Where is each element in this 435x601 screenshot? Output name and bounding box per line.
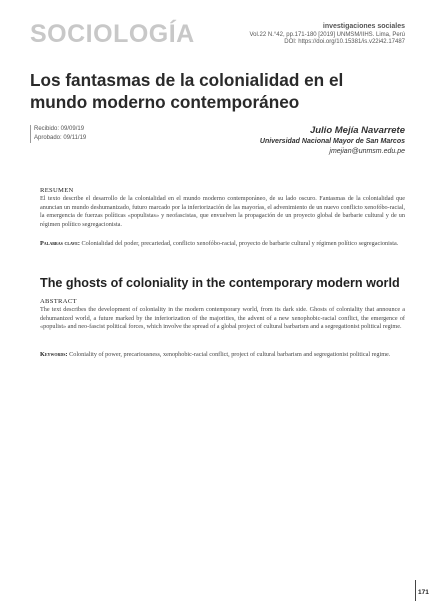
page-number: 171 (418, 589, 429, 596)
received-date: Recibido: 09/09/19 (34, 126, 85, 132)
resumen-text: El texto describe el desarrollo de la colonialidad en el mundo moderno contemporáneo, de su lado oscuro. Fantasmas de la colonialidad que anuncian un mundo deshumanizado, futuro marcado por la inferiorización de las mayorías, el advenimiento de un nuevo conflicto xenofóbo-racial, la emergencia de fuerzas políticas «populistas» y neofascistas, que envuelven la propagación de un proyecto global de barbarie cultural y de un régimen político segregacionista. (40, 195, 405, 228)
approved-date: Aprobado: 09/11/19 (34, 135, 87, 141)
article-title: Los fantasmas de la colonialidad en el mundo moderno contemporáneo (30, 70, 344, 112)
citation-line: Vol.22 N.°42, pp.171-180 [2019] UNMSM/IIHS. Lima, Perú (249, 31, 405, 38)
author-affiliation: Universidad Nacional Mayor de San Marcos (259, 138, 405, 145)
abstract-heading: ABSTRACT (40, 298, 77, 305)
keywords (40, 351, 405, 360)
palabras-clave-text: Colonialidad del poder, precariedad, conflicto xenofóbo-racial, proyecto de barbarie cultural y régimen político segregacionista. (81, 240, 399, 247)
journal-section-mark: SOCIOLOGÍA (30, 20, 195, 48)
journal-name: investigaciones sociales (322, 23, 405, 30)
page-number-rule (415, 580, 416, 601)
abstract-text: The text describes the development of coloniality in the modern contemporary world, from its dark side. Ghosts of coloniality that announce a dehumanized world, a future marked by the inferiorization of the majorities, the advent of a new xenophobic-racial conflict, the emergence of «populist» and neo-fascist political forces, which involve the spread of a global project of cultural barbarism and a segregationist political regime. (40, 306, 405, 331)
keywords-text: Coloniality of power, precariousness, xenophobic-racial conflict, project of cultural barbarism and segregationist political regime. (69, 351, 391, 358)
author-block (260, 125, 405, 157)
article-dates (30, 125, 86, 143)
palabras-clave (40, 240, 405, 249)
doi-link[interactable]: DOI: https://doi.org/10.15381/is.v22i42.17487 (284, 39, 405, 46)
keywords-label: Keywords: (40, 351, 68, 358)
resumen-heading: RESUMEN (40, 187, 74, 194)
palabras-clave-label: Palabras clave: (40, 240, 80, 247)
journal-header (250, 23, 405, 47)
author-email[interactable]: jmejian@unmsm.edu.pe (329, 148, 405, 155)
author-name: Julio Mejía Navarrete (309, 125, 405, 136)
english-title: The ghosts of coloniality in the contemporary modern world (40, 276, 400, 290)
